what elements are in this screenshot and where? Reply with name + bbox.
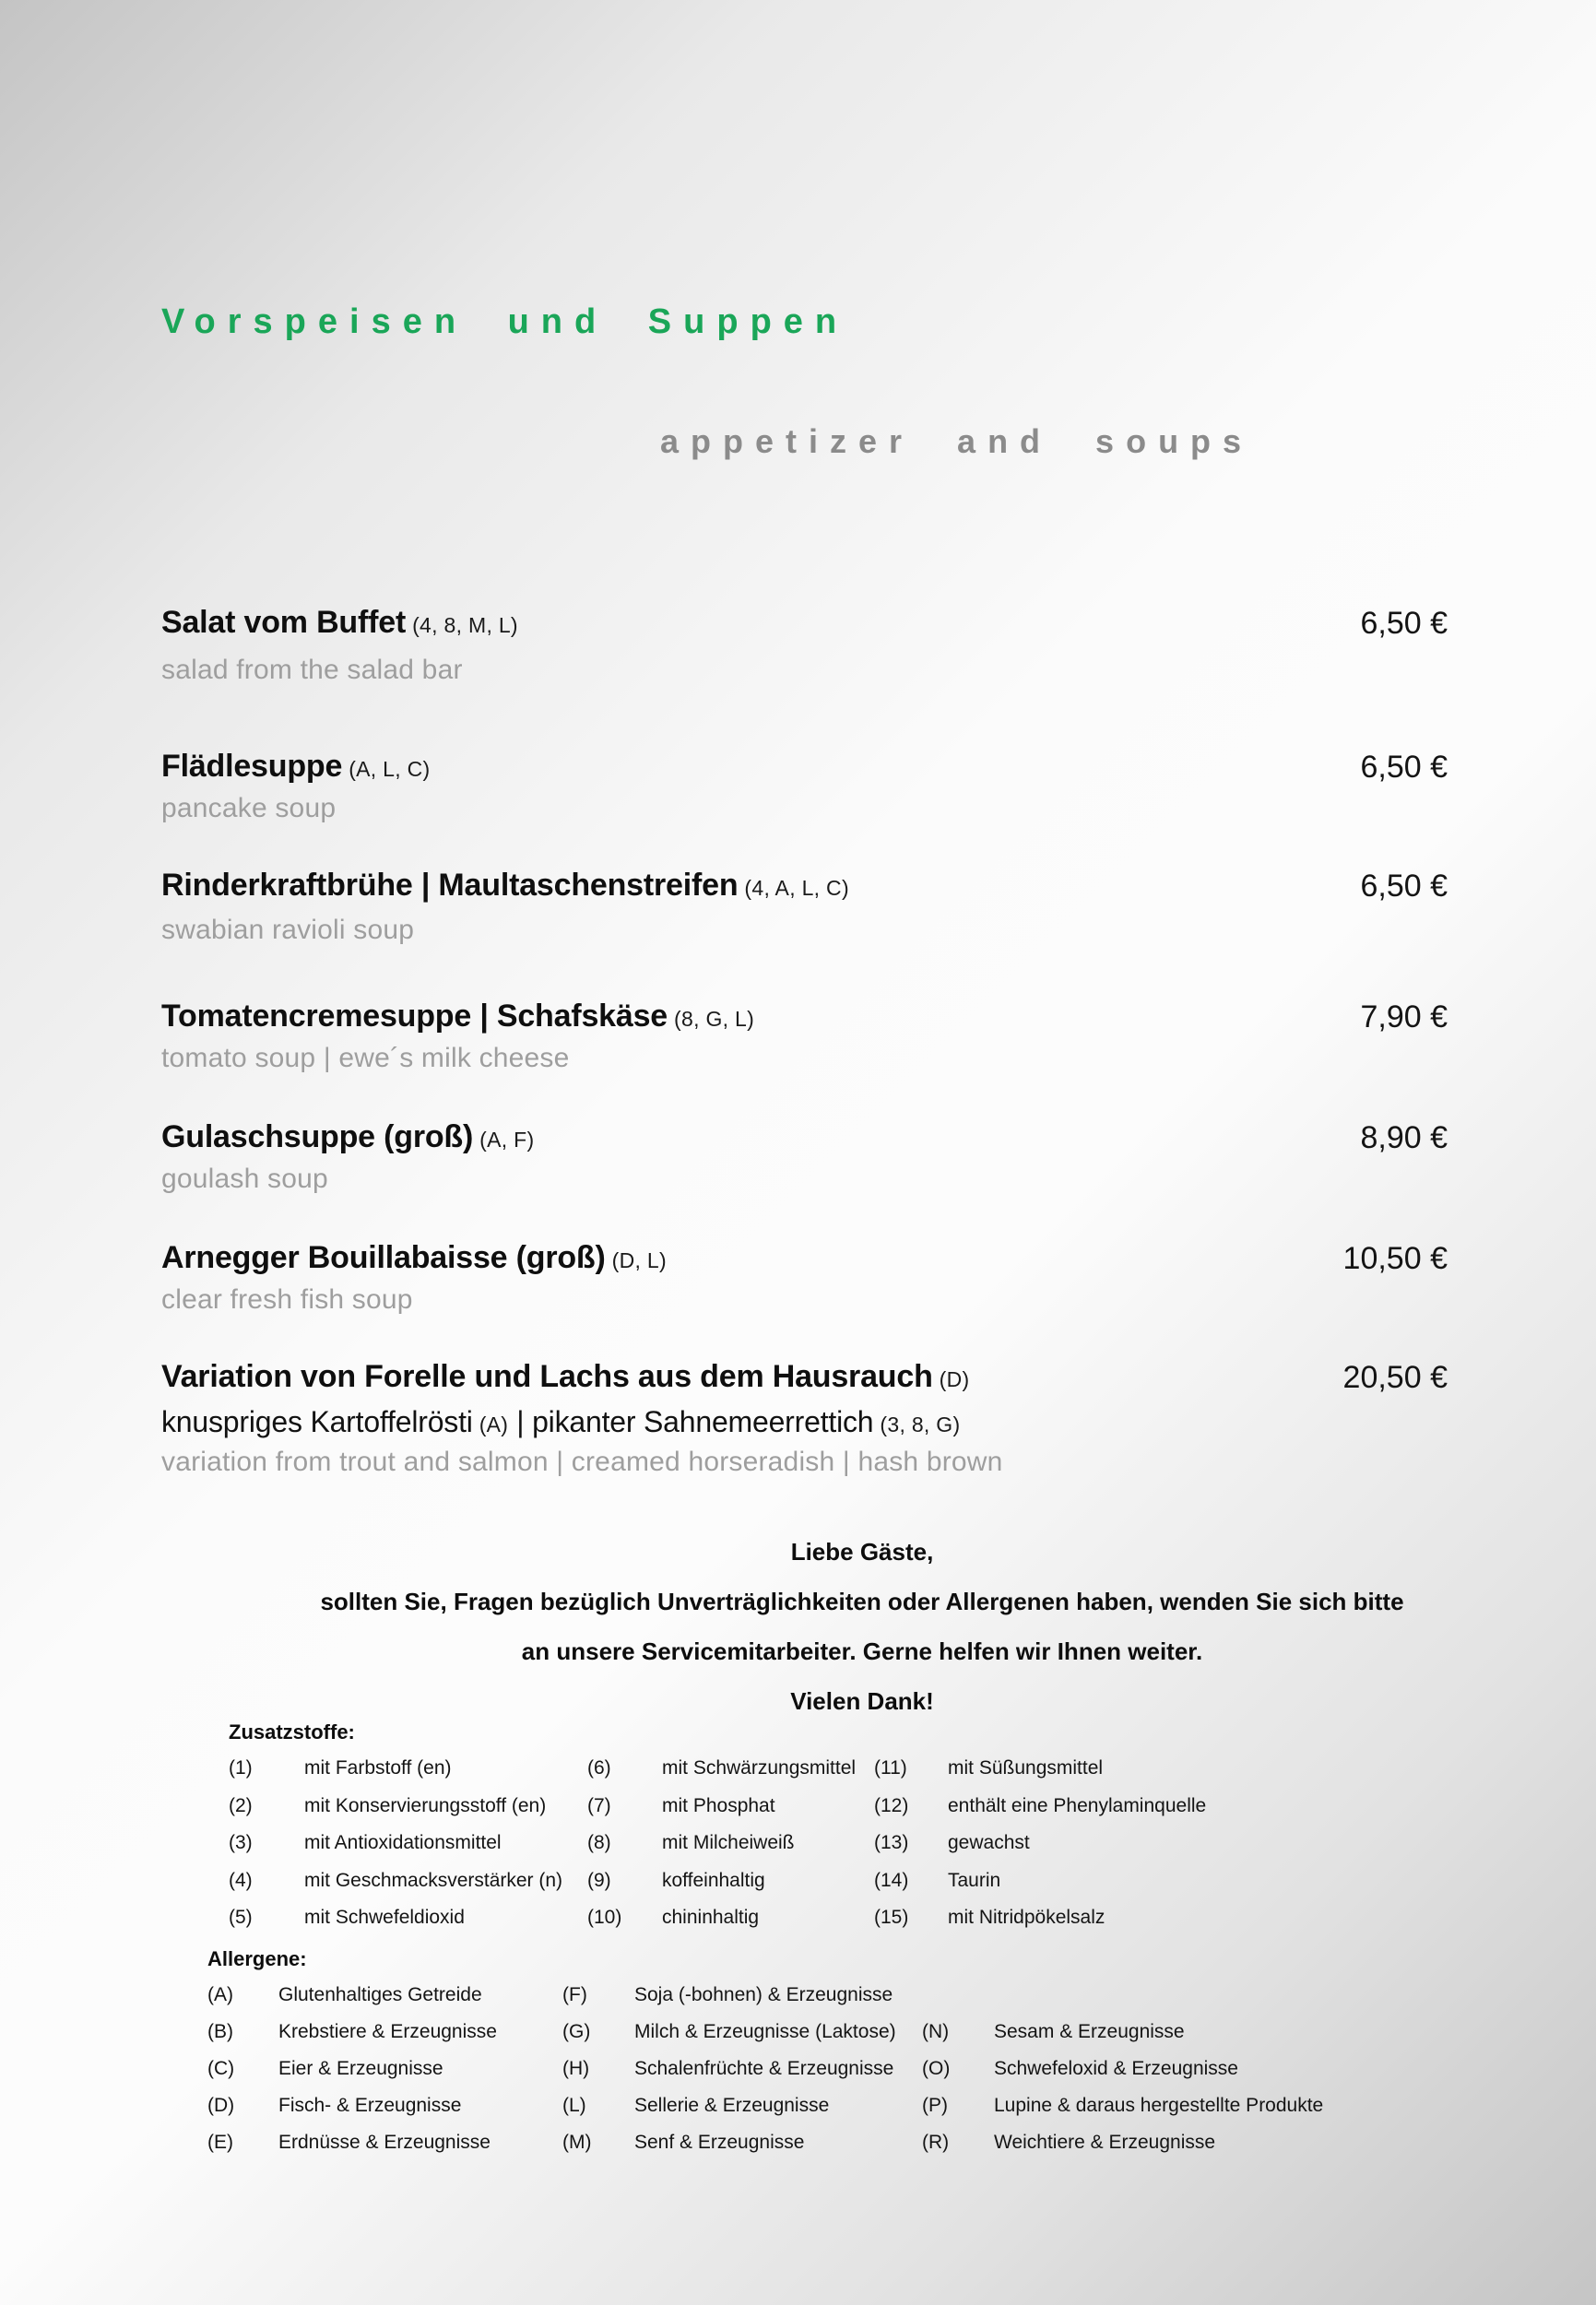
item-price: 6,50 € — [1360, 869, 1448, 904]
allergen-entry — [562, 2058, 896, 2095]
allergen-code: (H) — [562, 2058, 590, 2079]
item-allergen-codes: (8, G, L) — [674, 1007, 755, 1031]
additives-column-2 — [587, 1757, 856, 1944]
allergen-code: (E) — [207, 2132, 233, 2153]
menu-item — [161, 868, 1448, 946]
item-translation: variation from trout and salmon | creamed horseradish | hash brown — [161, 1447, 1003, 1477]
additive-entry — [874, 1870, 1206, 1908]
item-price: 6,50 € — [1360, 606, 1448, 641]
item-title-row — [161, 999, 1448, 1034]
additives-column-3 — [874, 1757, 1206, 1944]
allergen-entry — [207, 2058, 497, 2095]
allergen-label: Milch & Erzeugnisse (Laktose) — [634, 2021, 896, 2042]
item-name: Variation von Forelle und Lachs aus dem Hausrauch — [161, 1359, 933, 1394]
allergen-entry — [207, 1984, 497, 2021]
allergen-entry — [207, 2021, 497, 2058]
item-allergen-codes: (4, A, L, C) — [744, 876, 849, 900]
allergen-code: (O) — [922, 2058, 951, 2079]
additive-code: (4) — [229, 1869, 253, 1891]
allergen-label: Eier & Erzeugnisse — [278, 2058, 443, 2079]
allergen-code: (N) — [922, 2021, 950, 2042]
additive-label: mit Farbstoff (en) — [304, 1757, 452, 1779]
item-title-row — [161, 1240, 1448, 1276]
allergen-label: Soja (-bohnen) & Erzeugnisse — [634, 1984, 893, 2005]
allergen-code: (F) — [562, 1984, 587, 2005]
additive-code: (13) — [874, 1832, 909, 1853]
additive-label: mit Milcheiweiß — [662, 1832, 795, 1853]
item-name: Tomatencremesuppe | Schafskäse — [161, 999, 668, 1034]
allergen-code: (P) — [922, 2095, 948, 2116]
allergen-label: Erdnüsse & Erzeugnisse — [278, 2132, 491, 2153]
additive-code: (8) — [587, 1832, 611, 1853]
allergen-code: (A) — [207, 1984, 233, 2005]
allergen-entry — [922, 2058, 1323, 2095]
additive-entry — [229, 1795, 562, 1833]
menu-item — [161, 749, 1448, 824]
allergen-label: Schwefeloxid & Erzeugnisse — [994, 2058, 1238, 2079]
item-detail-text: | pikanter Sahnemeerrettich — [516, 1405, 874, 1438]
additive-code: (5) — [229, 1907, 253, 1928]
item-name: Gulaschsuppe (groß) — [161, 1119, 474, 1154]
additive-entry — [874, 1832, 1206, 1870]
item-price: 7,90 € — [1360, 999, 1448, 1034]
item-price: 10,50 € — [1342, 1241, 1448, 1276]
item-name: Rinderkraftbrühe | Maultaschenstreifen — [161, 868, 739, 903]
additive-entry — [229, 1832, 562, 1870]
item-translation: clear fresh fish soup — [161, 1284, 413, 1315]
item-name: Arnegger Bouillabaisse (groß) — [161, 1240, 606, 1275]
additive-entry — [587, 1757, 856, 1795]
additive-code: (11) — [874, 1757, 907, 1779]
allergen-entry — [562, 1984, 896, 2021]
additive-label: Taurin — [948, 1869, 1001, 1891]
allergen-label: Sellerie & Erzeugnisse — [634, 2095, 830, 2116]
allergen-entry — [922, 2095, 1323, 2132]
item-allergen-codes: (A, F) — [479, 1128, 535, 1152]
allergen-entry — [207, 2132, 497, 2169]
additive-entry — [587, 1832, 856, 1870]
allergen-label: Lupine & daraus hergestellte Produkte — [994, 2095, 1324, 2116]
allergens-heading: Allergene: — [207, 1947, 307, 1970]
item-allergen-codes: (D, L) — [611, 1248, 667, 1272]
allergen-entry — [207, 2095, 497, 2132]
additive-label: mit Süßungsmittel — [948, 1757, 1104, 1779]
item-translation: salad from the salad bar — [161, 655, 463, 685]
item-name: Salat vom Buffet — [161, 605, 407, 640]
allergen-label: Fisch- & Erzeugnisse — [278, 2095, 462, 2116]
allergen-label: Glutenhaltiges Getreide — [278, 1984, 482, 2005]
additive-label: mit Antioxidationsmittel — [304, 1832, 502, 1853]
item-allergen-codes: (D) — [939, 1367, 970, 1391]
item-title-row — [161, 1119, 1448, 1155]
allergen-code: (D) — [207, 2095, 235, 2116]
allergens-column-2 — [562, 1984, 896, 2169]
menu-item — [161, 1240, 1448, 1316]
menu-item — [161, 1119, 1448, 1195]
additive-entry — [587, 1795, 856, 1833]
additive-code: (7) — [587, 1794, 611, 1816]
additive-label: enthält eine Phenylaminquelle — [948, 1794, 1207, 1816]
allergens-column-3 — [922, 2021, 1323, 2169]
notes-thanks: Vielen Dank! — [790, 1687, 934, 1715]
additive-entry — [229, 1907, 562, 1944]
item-detail-text: knuspriges Kartoffelrösti — [161, 1405, 473, 1438]
notes-text-line: an unsere Servicemitarbeiter. Gerne helfen wir Ihnen weiter. — [521, 1637, 1203, 1665]
additive-entry — [587, 1907, 856, 1944]
allergens-column-1 — [207, 1984, 497, 2169]
additive-code: (15) — [874, 1907, 909, 1928]
item-name: Flädlesuppe — [161, 749, 343, 784]
additives-column-1 — [229, 1757, 562, 1944]
item-price: 20,50 € — [1342, 1360, 1448, 1395]
additive-label: koffeinhaltig — [662, 1869, 765, 1891]
item-detail-line — [161, 1405, 1448, 1439]
additive-label: mit Phosphat — [662, 1794, 775, 1816]
allergen-code: (L) — [562, 2095, 586, 2116]
item-title-row — [161, 605, 1448, 641]
item-title-row — [161, 749, 1448, 785]
allergen-label: Sesam & Erzeugnisse — [994, 2021, 1185, 2042]
additive-label: mit Schwärzungsmittel — [662, 1757, 857, 1779]
additive-entry — [874, 1795, 1206, 1833]
allergen-label: Senf & Erzeugnisse — [634, 2132, 805, 2153]
allergen-entry — [562, 2095, 896, 2132]
allergen-code: (M) — [562, 2132, 592, 2153]
allergen-entry — [562, 2021, 896, 2058]
allergen-entry — [562, 2132, 896, 2169]
allergen-entry — [922, 2132, 1323, 2169]
menu-item — [161, 605, 1448, 686]
item-price: 6,50 € — [1360, 750, 1448, 785]
item-allergen-codes: (4, 8, M, L) — [412, 613, 518, 637]
notes-text-line: sollten Sie, Fragen bezüglich Unverträglichkeiten oder Allergenen haben, wenden Sie sich bitte — [320, 1588, 1404, 1615]
item-title-row — [161, 1359, 1448, 1395]
additive-code: (3) — [229, 1832, 253, 1853]
additive-label: mit Geschmacksverstärker (n) — [304, 1869, 563, 1891]
allergen-entry — [922, 2021, 1323, 2058]
item-price: 8,90 € — [1360, 1120, 1448, 1155]
item-allergen-codes: (A) — [479, 1413, 509, 1436]
additive-code: (6) — [587, 1757, 611, 1779]
additive-label: chininhaltig — [662, 1907, 760, 1928]
allergen-code: (B) — [207, 2021, 233, 2042]
item-translation: goulash soup — [161, 1164, 328, 1194]
allergen-code: (G) — [562, 2021, 591, 2042]
item-allergen-codes: (3, 8, G) — [880, 1413, 961, 1436]
additive-label: mit Konservierungsstoff (en) — [304, 1794, 547, 1816]
additive-code: (12) — [874, 1794, 909, 1816]
item-title-row — [161, 868, 1448, 904]
item-translation: tomato soup | ewe´s milk cheese — [161, 1043, 570, 1073]
additives-heading: Zusatzstoffe: — [229, 1720, 355, 1744]
additive-entry — [587, 1870, 856, 1908]
item-translation: pancake soup — [161, 793, 337, 823]
additive-code: (10) — [587, 1907, 622, 1928]
additive-entry — [874, 1757, 1206, 1795]
additive-label: gewachst — [948, 1832, 1030, 1853]
additive-code: (2) — [229, 1794, 253, 1816]
allergen-code: (C) — [207, 2058, 235, 2079]
item-translation: swabian ravioli soup — [161, 915, 415, 945]
additive-label: mit Schwefeldioxid — [304, 1907, 465, 1928]
additive-entry — [874, 1907, 1206, 1944]
allergen-label: Schalenfrüchte & Erzeugnisse — [634, 2058, 894, 2079]
menu-item — [161, 999, 1448, 1074]
page-title-english: appetizer and soups — [660, 422, 1254, 460]
additive-entry — [229, 1757, 562, 1795]
menu-item — [161, 1359, 1448, 1478]
page-title-german: Vorspeisen und Suppen — [161, 302, 849, 341]
guest-notes — [129, 1538, 1595, 1737]
allergen-code: (R) — [922, 2132, 950, 2153]
item-allergen-codes: (A, L, C) — [349, 757, 431, 781]
additive-code: (1) — [229, 1757, 253, 1779]
additive-entry — [229, 1870, 562, 1908]
allergen-label: Krebstiere & Erzeugnisse — [278, 2021, 497, 2042]
additive-code: (14) — [874, 1869, 909, 1891]
additive-label: mit Nitridpökelsalz — [948, 1907, 1105, 1928]
additive-code: (9) — [587, 1869, 611, 1891]
notes-greeting: Liebe Gäste, — [790, 1538, 934, 1566]
allergen-label: Weichtiere & Erzeugnisse — [994, 2132, 1216, 2153]
